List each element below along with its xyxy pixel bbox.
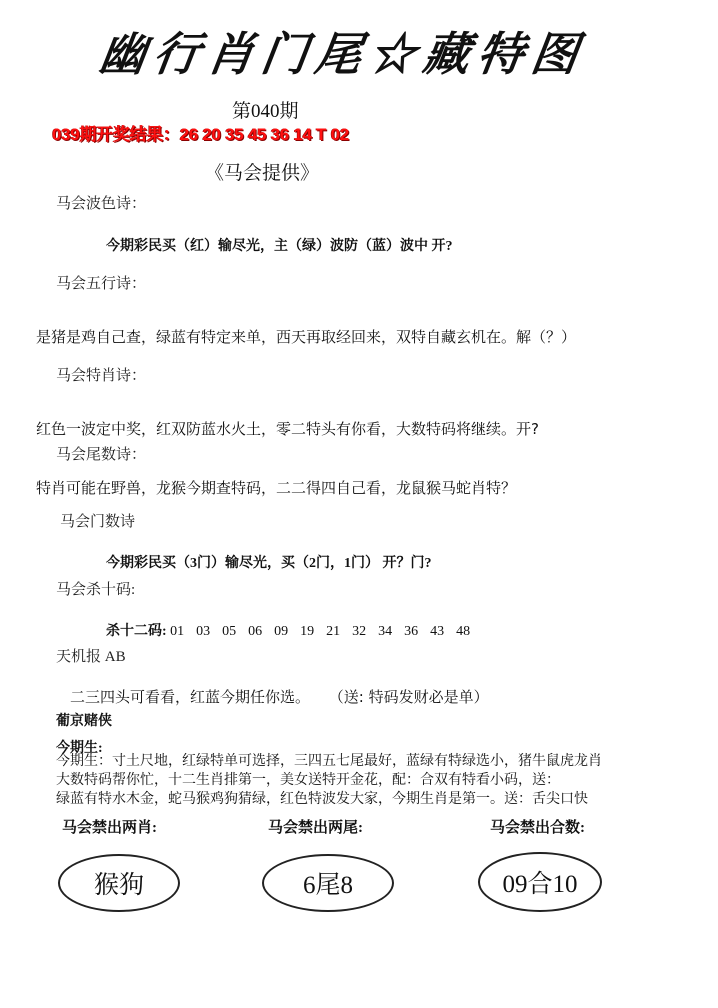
- pujing-label: 葡京赌侠: [56, 714, 112, 729]
- sha-number: 01: [170, 624, 185, 639]
- sha-number: 21: [326, 624, 341, 639]
- sha-number: 05: [222, 624, 237, 639]
- sha-number: 06: [248, 624, 263, 639]
- sha-prefix: 杀十二码:: [106, 624, 167, 639]
- bose-label: 马会波色诗：: [56, 196, 147, 212]
- previous-result: 039期开奖结果：26 20 35 45 36 14 T 02: [52, 125, 349, 144]
- menshu-label: 马会门数诗: [60, 514, 136, 530]
- sha-number: 43: [430, 624, 445, 639]
- sha-row: [106, 620, 482, 640]
- sha-number: 36: [404, 624, 419, 639]
- sha-number: 19: [300, 624, 315, 639]
- tianji-line-wrap: [70, 686, 489, 707]
- tianji-line: 二三四头可看看，红蓝今期任你选。: [70, 688, 311, 706]
- sha-number: 03: [196, 624, 211, 639]
- jinqi-line: 今期生：寸土尺地，红绿特单可选择，三四五七尾最好，蓝绿有特绿选小，猪牛鼠虎龙肖: [56, 753, 602, 769]
- jinchu-shengxiao-label: 马会禁出两肖:: [62, 820, 157, 836]
- weishu-line: 特肖可能在野兽，龙猴今期查特码，二二得四自己看，龙鼠猴马蛇肖特？: [36, 479, 517, 497]
- bose-line: 今期彩民买（红）输尽光，主（绿）波防（蓝）波中 开?: [106, 239, 453, 254]
- issue-number: 第040期: [232, 101, 299, 122]
- texiao-line: 红色一波定中奖，红双防蓝水火土，零二特头有你看，大数特码将继续。开?: [36, 420, 539, 438]
- sha-number: 34: [378, 624, 393, 639]
- tianji-label: 天机报 AB: [56, 649, 126, 665]
- weishu-label: 马会尾数诗：: [56, 447, 147, 463]
- jinchu-shengxiao-value: 猴狗: [93, 872, 144, 899]
- menshu-line: 今期彩民买（3门）输尽光，买（2门，1门） 开？门?: [106, 556, 432, 571]
- sha-number: 09: [274, 624, 289, 639]
- jinchu-wei-oval: [262, 854, 394, 912]
- texiao-label: 马会特肖诗：: [56, 368, 147, 384]
- jinqi-label: 今期生:: [56, 741, 103, 756]
- sha-number: 48: [456, 624, 471, 639]
- wuxing-label: 马会五行诗：: [56, 276, 147, 292]
- jinchu-wei-label: 马会禁出两尾:: [268, 820, 363, 836]
- jinqi-block: [56, 752, 718, 809]
- wuxing-line: 是猪是鸡自己查，绿蓝有特定来单，西天再取经回来，双特自藏玄机在。解（？）: [36, 328, 577, 346]
- jinqi-line: 大数特码帮你忙，十二生肖排第一，美女送特开金花，配：合双有特看小码，送：: [56, 772, 560, 788]
- sha-numbers: [170, 624, 482, 639]
- jinchu-shengxiao-oval: [58, 854, 180, 912]
- jinchu-heshu-value: 09合10: [502, 871, 578, 898]
- jinchu-heshu-label: 马会禁出合数:: [490, 820, 585, 836]
- sha-label: 马会杀十码:: [56, 582, 136, 598]
- page-title: 幽行肖门尾☆藏特图: [95, 27, 590, 81]
- jinchu-heshu-oval: [478, 852, 602, 912]
- provider-label: 《马会提供》: [205, 163, 320, 184]
- jinqi-line: 绿蓝有特水木金，蛇马猴鸡狗猜绿，红色特波发大家，今期生肖是第一。送：舌尖口快: [56, 791, 588, 807]
- tianji-note: （送: 特码发财必是单）: [328, 688, 489, 706]
- jinchu-wei-value: 6尾8: [302, 872, 353, 899]
- sha-number: 32: [352, 624, 367, 639]
